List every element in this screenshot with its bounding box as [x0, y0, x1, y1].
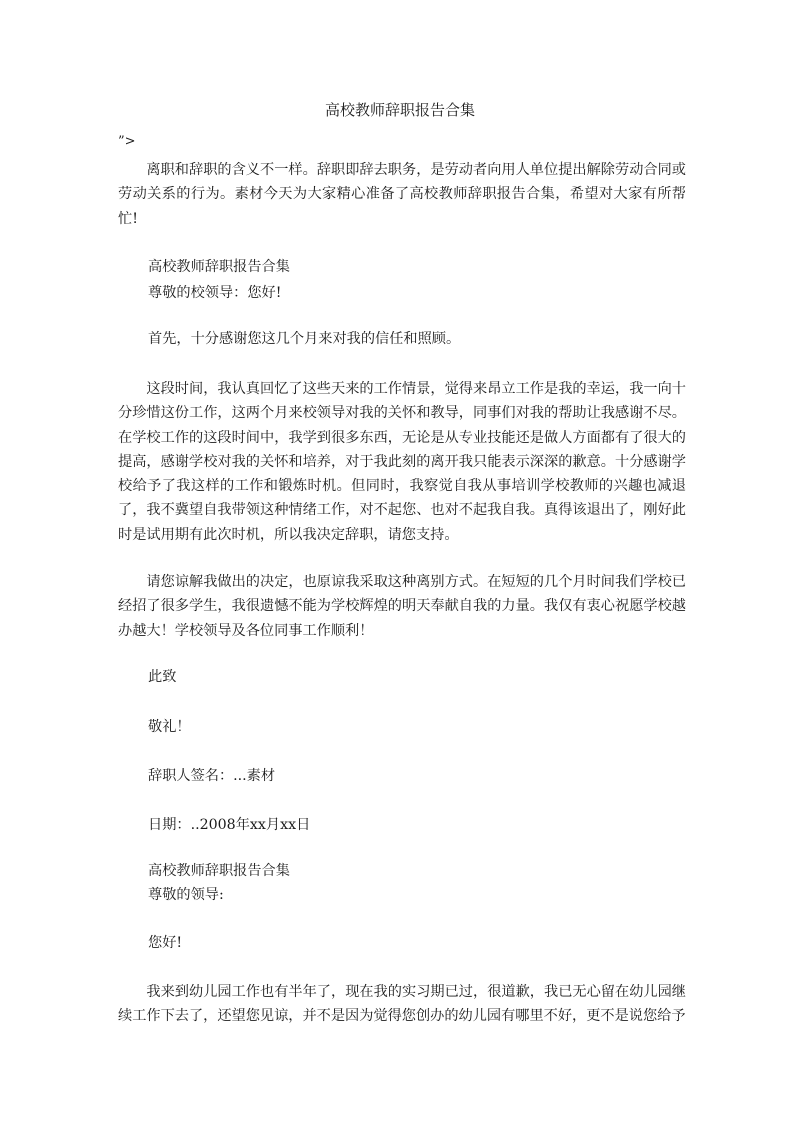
intro-paragraph: 离职和辞职的含义不一样。辞职即辞去职务，是劳动者向用人单位提出解除劳动合同或劳动关系的行为。素材今天为大家精心准备了高校教师辞职报告合集，希望对大家有所帮忙!: [118, 162, 686, 227]
document-title: 高校教师辞职报告合集: [324, 101, 475, 119]
letter1-date: 日期：..2008年xx月xx日: [148, 817, 311, 833]
letter1-closing-2: 敬礼！: [148, 719, 191, 735]
letter1-salutation: 尊敬的校领导：您好!: [148, 285, 282, 301]
letter1-paragraph-1: 首先，十分感谢您这几个月来对我的信任和照顾。: [148, 331, 461, 347]
letter2-salutation: 尊敬的领导:: [148, 887, 224, 903]
letter1-paragraph-3: 请您谅解我做出的决定，也原谅我采取这种离别方式。在短短的几个月时间我们学校已经招了很多学生，我很遗憾不能为学校辉煌的明天奉献自我的力量。我仅有衷心祝愿学校越办越大！学校领导及各位同事工作顺利！: [118, 574, 686, 639]
letter2-heading: 高校教师辞职报告合集: [148, 863, 290, 879]
letter2-paragraph-1: 我来到幼儿园工作也有半年了，现在我的实习期已过，很道歉，我已无心留在幼儿园继续工作下去了，还望您见谅，并不是因为觉得您创办的幼儿园有哪里不好，更不是说您给予: [118, 984, 686, 1025]
letter1-signature: 辞职人签名：...素材: [148, 768, 276, 784]
letter2-greeting: 您好!: [148, 935, 183, 951]
letter1-heading: 高校教师辞职报告合集: [148, 259, 290, 275]
letter1-closing-1: 此致: [148, 669, 177, 685]
letter1-paragraph-2: 这段时间，我认真回忆了这些天来的工作情景，觉得来昂立工作是我的幸运，我一向十分珍惜这份工作，这两个月来校领导对我的关怀和教导，同事们对我的帮助让我感谢不尽。在学校工作的这段时间中，我学到很多东西，无论是从专业技能还是做人方面都有了很大的提高，感谢学校对我的关怀和培养，对于我此刻的离开我只能表示深深的歉意。十分感谢学校给予了我这样的工作和锻炼时机。但同时，我察觉自我从事培训学校教师的兴趣也减退了，我不冀望自我带领这种情绪工作，对不起您、也对不起我自我。真得该退出了，刚好此时是试用期有此次时机，所以我决定辞职，请您支持。: [118, 381, 686, 543]
stray-mark: ”>: [118, 134, 136, 149]
